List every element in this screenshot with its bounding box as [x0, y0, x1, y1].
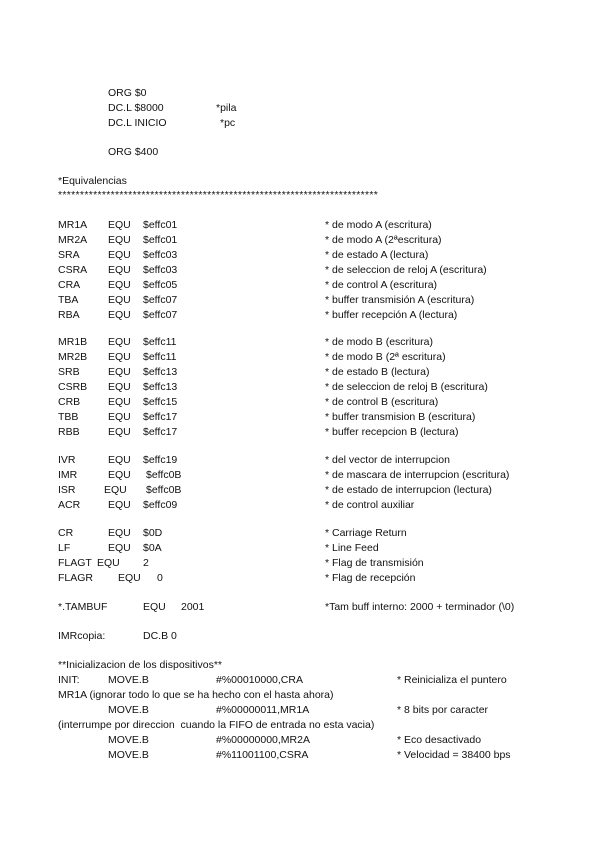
equ-comment: * Flag de recepción [325, 572, 416, 584]
equ-value: $effc09 [143, 499, 178, 511]
equ-directive: EQU [118, 572, 141, 584]
equ-comment: * de control B (escritura) [325, 396, 439, 408]
dc-pila-instr: DC.L $8000 [108, 102, 164, 114]
equ-value: $effc07 [143, 294, 178, 306]
equ-value: $effc17 [143, 426, 178, 438]
equ-comment: * Carriage Return [325, 527, 407, 539]
equ-comment: * buffer recepcion B (lectura) [325, 426, 459, 438]
equ-symbol: SRB [58, 366, 80, 378]
equ-symbol: CRB [58, 396, 81, 408]
equ-symbol: MR2A [58, 234, 88, 246]
equ-value: $effc17 [143, 411, 178, 423]
equ-directive: EQU [108, 336, 131, 348]
equ-comment: * de estado B (lectura) [325, 366, 430, 378]
equ-value: $effc13 [143, 366, 178, 378]
equ-comment: * de modo A (escritura) [325, 219, 432, 231]
equivalencias-title-text: *Equivalencias [58, 175, 127, 187]
tambuf-symbol: *.TAMBUF [58, 601, 108, 613]
equ-value: $effc05 [143, 279, 178, 291]
init-comment: * Reinicializa el puntero [397, 674, 507, 686]
equ-symbol: ACR [58, 499, 81, 511]
equ-comment: * buffer transmision B (escritura) [325, 411, 476, 423]
equ-value: $effc07 [143, 309, 178, 321]
equ-directive: EQU [97, 557, 120, 569]
equ-comment: * de estado de interrupcion (lectura) [325, 484, 492, 496]
equ-directive: EQU [108, 264, 131, 276]
equ-comment: * de modo B (2ª escritura) [325, 351, 446, 363]
equ-comment: * de modo A (2ªescritura) [325, 234, 442, 246]
init-instr: MOVE.B [108, 749, 149, 761]
init-title-text: **Inicializacion de los dispositivos** [58, 659, 223, 671]
equ-comment: * de seleccion de reloj A (escritura) [325, 264, 487, 276]
equ-comment: * del vector de interrupcion [325, 454, 450, 466]
org-0-text: ORG $0 [108, 87, 147, 99]
equ-symbol: CR [58, 527, 74, 539]
equ-symbol: RBB [58, 426, 80, 438]
equ-comment: * de modo B (escritura) [325, 336, 433, 348]
equ-directive: EQU [108, 309, 131, 321]
dc-pc-instr: DC.L INICIO [108, 117, 167, 129]
equ-value: $effc03 [143, 264, 178, 276]
init-comment-wrap: (interrumpe por direccion cuando la FIFO de entrada no esta vacia) [58, 719, 375, 731]
equ-comment: * de mascara de interrupcion (escritura) [325, 469, 510, 481]
init-comment: * Eco desactivado [397, 734, 482, 746]
equ-symbol: FLAGR [58, 572, 94, 584]
equ-directive: EQU [104, 484, 127, 496]
equ-directive: EQU [108, 396, 131, 408]
equ-comment: * de control A (escritura) [325, 279, 438, 291]
equ-directive: EQU [108, 499, 131, 511]
equ-comment: * de estado A (lectura) [325, 249, 429, 261]
equ-directive: EQU [108, 351, 131, 363]
equ-symbol: SRA [58, 249, 80, 261]
equ-symbol: RBA [58, 309, 80, 321]
org-400-text: ORG $400 [108, 146, 159, 158]
equ-symbol: TBA [58, 294, 79, 306]
equ-directive: EQU [108, 411, 131, 423]
equ-value: $effc0B [146, 469, 182, 481]
init-comment-wrap: MR1A (ignorar todo lo que se ha hecho con el hasta ahora) [58, 689, 334, 701]
equ-directive: EQU [108, 294, 131, 306]
tambuf-value: 2001 [181, 601, 205, 613]
imrcopia-label: IMRcopia: [58, 630, 106, 642]
init-operand: #%00000000,MR2A [216, 734, 310, 746]
equ-symbol: MR1A [58, 219, 88, 231]
equ-directive: EQU [108, 542, 131, 554]
init-line-4 [0, 749, 511, 809]
equ-directive: EQU [108, 381, 131, 393]
equ-comment: * de seleccion de reloj B (escritura) [325, 381, 488, 393]
equ-directive: EQU [108, 527, 131, 539]
equ-comment: * Flag de transmisión [325, 557, 424, 569]
equ-directive: EQU [108, 279, 131, 291]
equ-comment: * buffer recepción A (lectura) [325, 309, 458, 321]
equ-value: $effc15 [143, 396, 178, 408]
init-label: INIT: [58, 674, 80, 686]
equ-symbol: MR2B [58, 351, 88, 363]
equ-value: $effc19 [143, 454, 178, 466]
init-instr: MOVE.B [108, 674, 149, 686]
equ-value: $effc11 [143, 336, 177, 348]
equ-value: $effc01 [143, 219, 178, 231]
equ-directive: EQU [108, 219, 131, 231]
tambuf-comment: *Tam buff interno: 2000 + terminador (\0) [325, 601, 515, 613]
equ-comment: * buffer transmisión A (escritura) [325, 294, 475, 306]
init-instr: MOVE.B [108, 704, 149, 716]
equ-directive: EQU [108, 469, 131, 481]
separator-stars-text: ************************************************************************* [58, 189, 379, 201]
equ-symbol: MR1B [58, 336, 88, 348]
equ-value: $effc01 [143, 234, 178, 246]
equ-symbol: IVR [58, 454, 76, 466]
equ-symbol: CSRA [58, 264, 88, 276]
imrcopia-instr: DC.B 0 [143, 630, 177, 642]
equ-comment: * Line Feed [325, 542, 379, 554]
dc-pila-comment: *pila [216, 102, 237, 114]
equ-symbol: FLAGT [58, 557, 92, 569]
equ-symbol: LF [58, 542, 71, 554]
equ-directive: EQU [108, 454, 131, 466]
init-comment: * Velocidad = 38400 bps [397, 749, 511, 761]
equ-value: $effc0B [146, 484, 182, 496]
equ-value: $effc11 [143, 351, 177, 363]
init-comment: * 8 bits por caracter [397, 704, 489, 716]
equ-symbol: CRA [58, 279, 81, 291]
init-instr: MOVE.B [108, 734, 149, 746]
equ-symbol: TBB [58, 411, 79, 423]
equ-symbol: IMR [58, 469, 78, 481]
equ-directive: EQU [108, 426, 131, 438]
dc-pc-comment: *pc [220, 117, 236, 129]
tambuf-directive: EQU [143, 601, 166, 613]
equ-value: 2 [143, 557, 149, 569]
equ-symbol: ISR [58, 484, 76, 496]
init-operand: #%00000011,MR1A [216, 704, 310, 716]
equ-value: $effc03 [143, 249, 178, 261]
equ-directive: EQU [108, 234, 131, 246]
equ-directive: EQU [108, 249, 131, 261]
equ-value: 0 [157, 572, 163, 584]
equ-value: $0A [143, 542, 162, 554]
equ-directive: EQU [108, 366, 131, 378]
equ-value: $0D [143, 527, 163, 539]
equ-comment: * de control auxiliar [325, 499, 415, 511]
init-operand: #%11001100,CSRA [216, 749, 309, 761]
equ-symbol: CSRB [58, 381, 88, 393]
equ-value: $effc13 [143, 381, 178, 393]
init-operand: #%00010000,CRA [216, 674, 303, 686]
